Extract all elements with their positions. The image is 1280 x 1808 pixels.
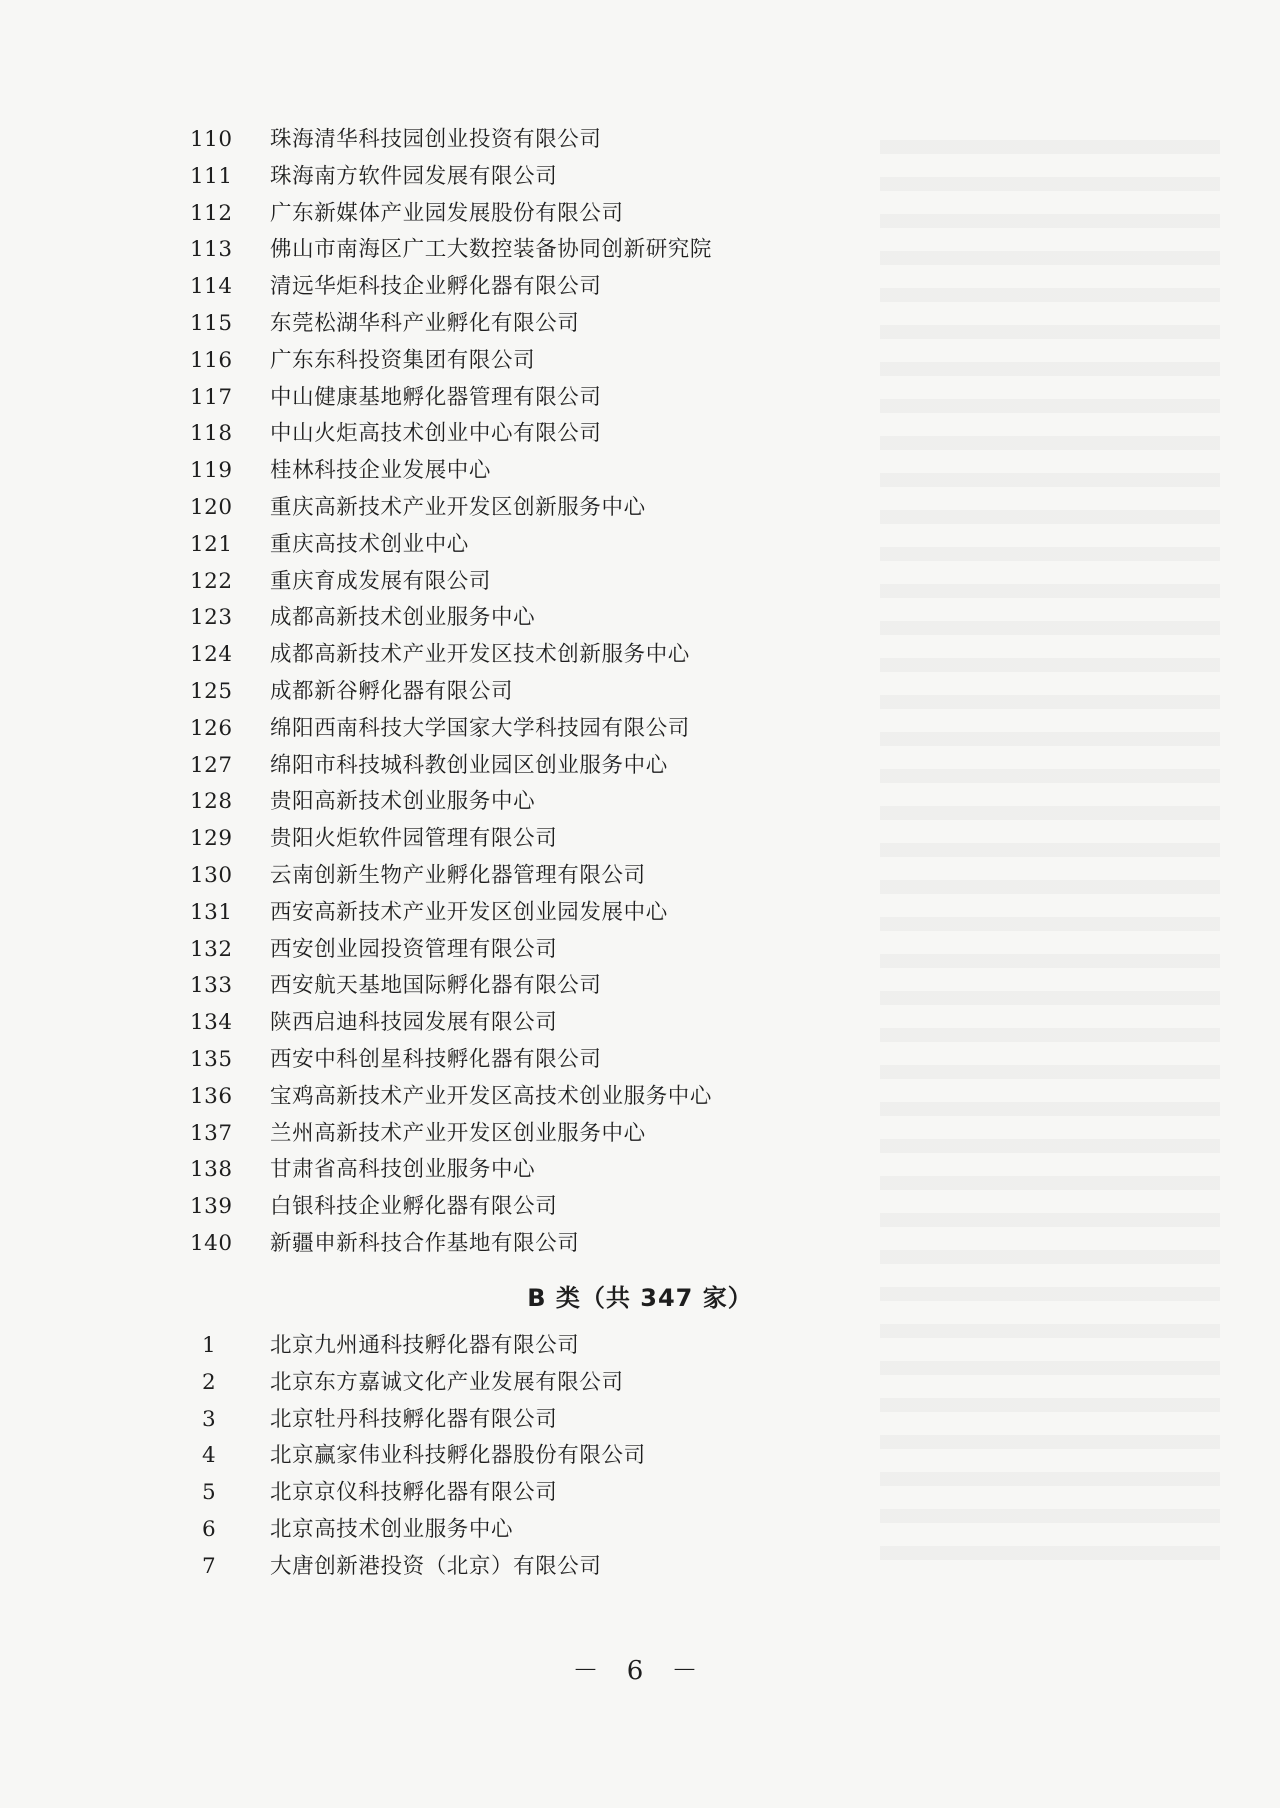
list-item [0, 1438, 1280, 1475]
item-number: 7 [202, 1553, 217, 1579]
organization-name: 西安创业园投资管理有限公司 [270, 936, 558, 962]
list-item [0, 858, 1280, 895]
item-number: 124 [190, 642, 233, 668]
list-item [0, 1116, 1280, 1153]
organization-name: 东莞松湖华科产业孵化有限公司 [270, 310, 580, 336]
organization-name: 广东东科投资集团有限公司 [270, 347, 536, 373]
item-number: 1 [202, 1333, 217, 1358]
organization-name: 清远华炬科技企业孵化器有限公司 [270, 274, 602, 300]
organization-name: 珠海南方软件园发展有限公司 [270, 163, 558, 189]
organization-name: 陕西启迪科技园发展有限公司 [270, 1010, 558, 1036]
list-item [0, 380, 1280, 417]
list-item [0, 1005, 1280, 1042]
item-number: 4 [202, 1443, 217, 1469]
item-number: 133 [190, 973, 233, 999]
item-number: 116 [190, 347, 233, 373]
list-item [0, 343, 1280, 380]
organization-name: 兰州高新技术产业开发区创业服务中心 [270, 1120, 646, 1146]
organization-list-b [0, 1328, 1280, 1586]
list-item [0, 1226, 1280, 1263]
list-item [0, 269, 1280, 306]
item-number: 130 [190, 862, 233, 888]
list-item [0, 196, 1280, 233]
item-number: 132 [190, 936, 233, 962]
item-number: 114 [190, 274, 233, 300]
list-item [0, 1152, 1280, 1189]
organization-name: 西安中科创星科技孵化器有限公司 [270, 1046, 602, 1072]
list-item [0, 1402, 1280, 1439]
list-item [0, 490, 1280, 527]
organization-name: 中山火炬高技术创业中心有限公司 [270, 421, 602, 447]
list-item [0, 895, 1280, 932]
item-number: 135 [190, 1046, 233, 1072]
item-number: 126 [190, 715, 233, 741]
organization-name: 成都新谷孵化器有限公司 [270, 678, 514, 704]
list-item [0, 1328, 1280, 1365]
item-number: 127 [190, 752, 233, 778]
organization-name: 重庆高新技术产业开发区创新服务中心 [270, 494, 646, 520]
organization-list-a [0, 122, 1280, 1263]
organization-name: 北京东方嘉诚文化产业发展有限公司 [270, 1369, 624, 1395]
item-number: 131 [190, 899, 233, 925]
organization-name: 成都高新技术创业服务中心 [270, 605, 536, 631]
item-number: 120 [190, 494, 233, 520]
item-number: 113 [190, 237, 233, 263]
item-number: 125 [190, 678, 233, 704]
list-item [0, 159, 1280, 196]
list-item [0, 637, 1280, 674]
item-number: 134 [190, 1010, 233, 1036]
list-item [0, 748, 1280, 785]
item-number: 2 [202, 1369, 217, 1395]
organization-name: 北京九州通科技孵化器有限公司 [270, 1333, 580, 1358]
list-item [0, 306, 1280, 343]
organization-name: 北京赢家伟业科技孵化器股份有限公司 [270, 1443, 646, 1469]
organization-name: 绵阳市科技城科教创业园区创业服务中心 [270, 752, 668, 778]
item-number: 121 [190, 531, 233, 557]
item-number: 117 [190, 384, 233, 410]
organization-name: 桂林科技企业发展中心 [270, 458, 492, 484]
item-number: 129 [190, 826, 233, 852]
item-number: 119 [190, 458, 233, 484]
organization-name: 北京高技术创业服务中心 [270, 1516, 514, 1542]
list-item [0, 1475, 1280, 1512]
organization-name: 贵阳火炬软件园管理有限公司 [270, 826, 558, 852]
item-number: 6 [202, 1516, 217, 1542]
organization-name: 珠海清华科技园创业投资有限公司 [270, 127, 602, 152]
organization-name: 成都高新技术产业开发区技术创新服务中心 [270, 642, 690, 668]
item-number: 3 [202, 1406, 217, 1432]
list-item [0, 1079, 1280, 1116]
list-item [0, 122, 1280, 159]
list-item [0, 600, 1280, 637]
organization-name: 重庆高技术创业中心 [270, 531, 469, 557]
list-item [0, 932, 1280, 969]
list-item [0, 416, 1280, 453]
item-number: 123 [190, 605, 233, 631]
organization-name: 北京京仪科技孵化器有限公司 [270, 1480, 558, 1506]
section-b-heading: B 类（共 347 家） [527, 1284, 753, 1312]
list-item [0, 968, 1280, 1005]
item-number: 111 [190, 163, 233, 189]
organization-name: 云南创新生物产业孵化器管理有限公司 [270, 862, 646, 888]
item-number: 139 [190, 1194, 233, 1220]
organization-name: 北京牡丹科技孵化器有限公司 [270, 1406, 558, 1432]
list-item [0, 564, 1280, 601]
organization-name: 新疆申新科技合作基地有限公司 [270, 1230, 580, 1256]
organization-name: 中山健康基地孵化器管理有限公司 [270, 384, 602, 410]
organization-name: 广东新媒体产业园发展股份有限公司 [270, 200, 624, 226]
page-number: － 6 － [572, 1656, 708, 1686]
organization-name: 西安航天基地国际孵化器有限公司 [270, 973, 602, 999]
item-number: 140 [190, 1230, 233, 1256]
organization-name: 大唐创新港投资（北京）有限公司 [270, 1553, 602, 1579]
organization-name: 重庆育成发展有限公司 [270, 568, 492, 594]
item-number: 110 [190, 127, 233, 152]
organization-name: 甘肃省高科技创业服务中心 [270, 1157, 536, 1183]
list-item [0, 821, 1280, 858]
item-number: 115 [190, 310, 233, 336]
item-number: 118 [190, 421, 233, 447]
list-item [0, 1512, 1280, 1549]
list-item [0, 1189, 1280, 1226]
list-item [0, 784, 1280, 821]
item-number: 138 [190, 1157, 233, 1183]
list-item [0, 1042, 1280, 1079]
list-item [0, 674, 1280, 711]
organization-name: 白银科技企业孵化器有限公司 [270, 1194, 558, 1220]
list-item [0, 232, 1280, 269]
item-number: 136 [190, 1083, 233, 1109]
item-number: 137 [190, 1120, 233, 1146]
organization-name: 贵阳高新技术创业服务中心 [270, 789, 536, 815]
list-item [0, 453, 1280, 490]
organization-name: 佛山市南海区广工大数控装备协同创新研究院 [270, 237, 713, 263]
organization-name: 绵阳西南科技大学国家大学科技园有限公司 [270, 715, 690, 741]
list-item [0, 1549, 1280, 1586]
list-item [0, 711, 1280, 748]
organization-name: 西安高新技术产业开发区创业园发展中心 [270, 899, 668, 925]
organization-name: 宝鸡高新技术产业开发区高技术创业服务中心 [270, 1083, 713, 1109]
list-item [0, 1365, 1280, 1402]
item-number: 122 [190, 568, 233, 594]
item-number: 112 [190, 200, 233, 226]
item-number: 5 [202, 1480, 217, 1506]
list-item [0, 527, 1280, 564]
item-number: 128 [190, 789, 233, 815]
